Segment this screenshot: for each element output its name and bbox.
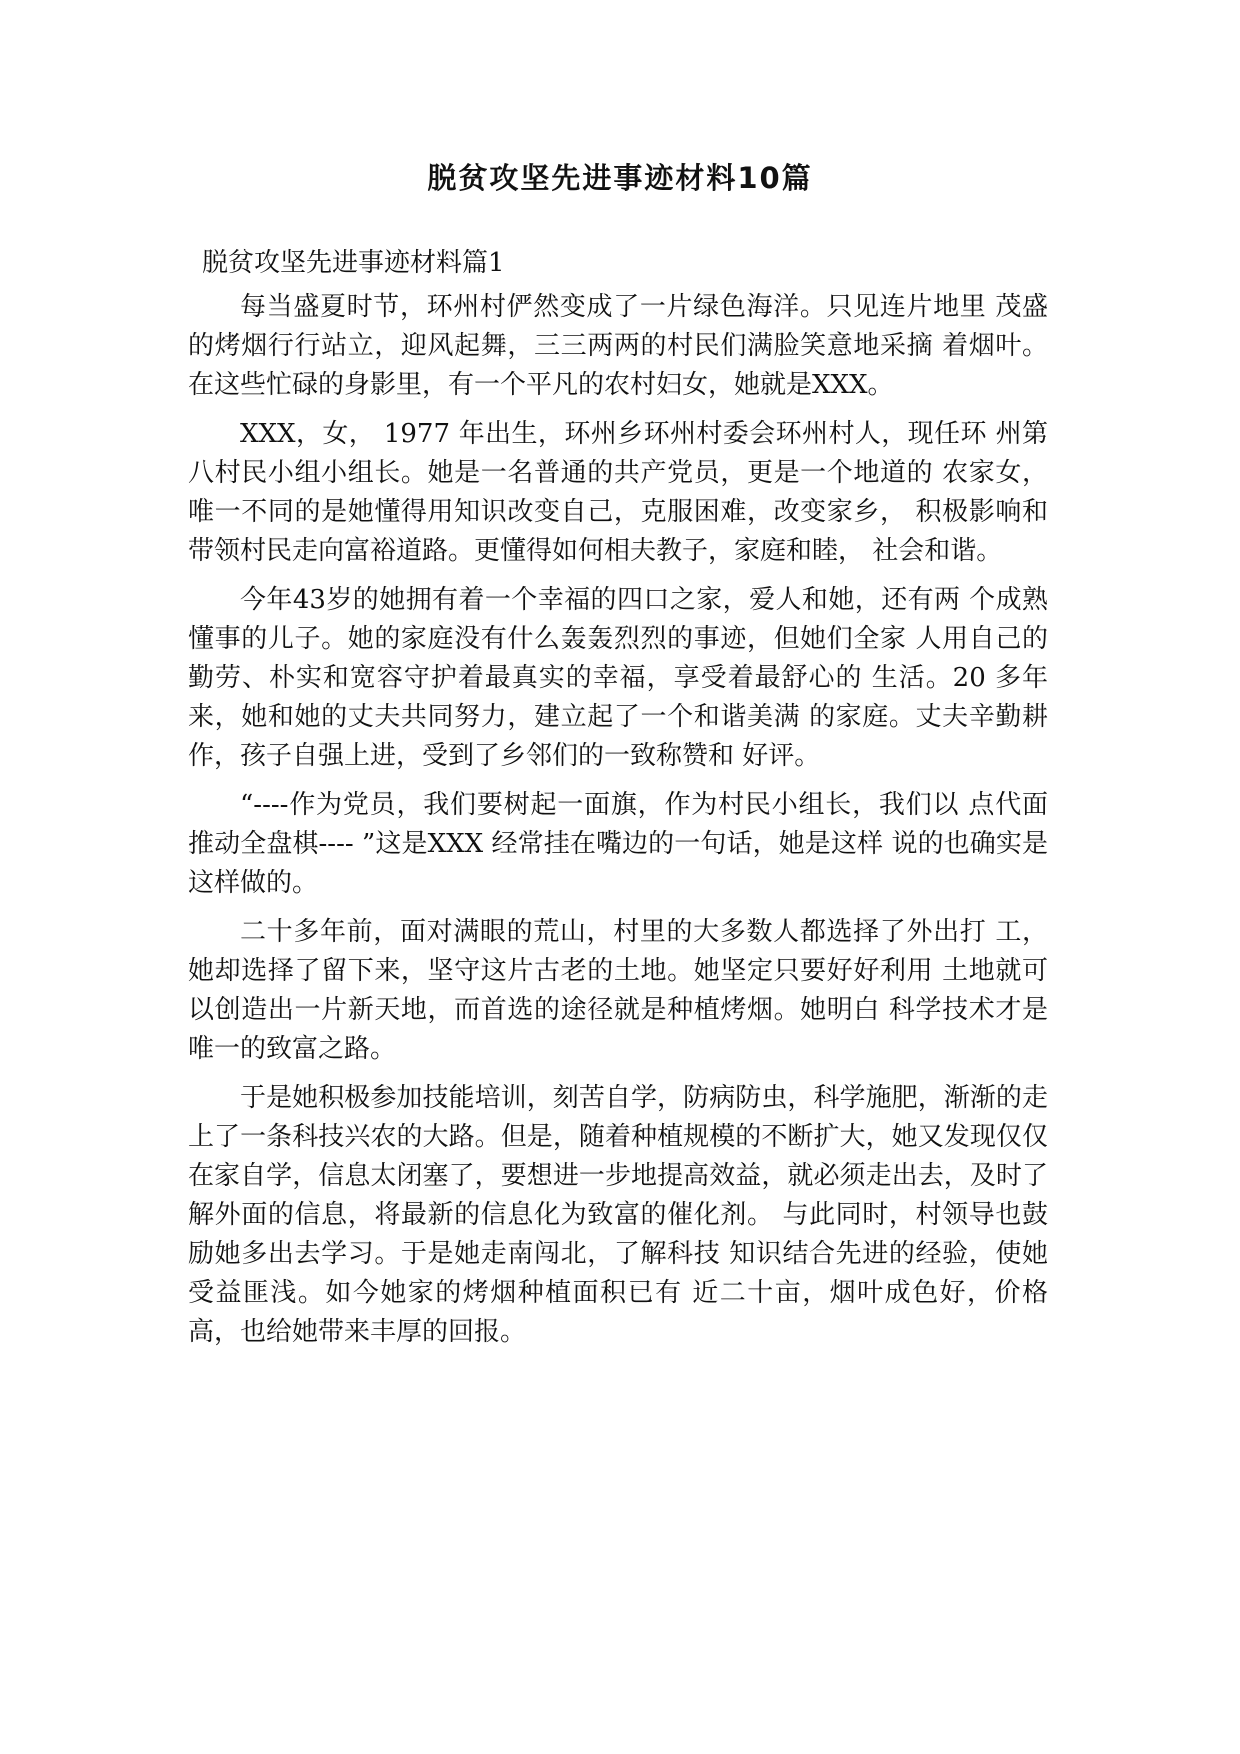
section-heading: 脱贫攻坚先进事迹材料篇1 (202, 248, 505, 278)
document-title: 脱贫攻坚先进事迹材料10篇 (427, 161, 813, 195)
paragraph: 二十多年前，面对满眼的荒山，村里的大多数人都选择了外出打 工，她却选择了留下来，坚守这片古老的土地。她坚定只要好好利用 土地就可以创造出一片新天地，而首选的途径就是种植烤烟。她明白 科学技术才是唯一的致富之路。 (188, 917, 1048, 1064)
paragraph: 每当盛夏时节，环州村俨然变成了一片绿色海洋。只见连片地里 茂盛的烤烟行行站立，迎风起舞，三三两两的村民们满脸笑意地采摘 着烟叶。在这些忙碌的身影里，有一个平凡的农村妇女，她就是XXX。 (188, 292, 1048, 400)
paragraph: 于是她积极参加技能培训，刻苦自学，防病防虫，科学施肥，渐渐的走上了一条科技兴农的大路。但是，随着种植规模的不断扩大，她又发现仅仅在家自学，信息太闭塞了，要想进一步地提高效益，就必须走出去，及时了解外面的信息，将最新的信息化为致富的催化剂。 与此同时，村领导也鼓励她多出去学习。于是她走南闯北，了解科技 知识结合先进的经验，使她受益匪浅。如今她家的烤烟种植面积已有 近二十亩，烟叶成色好，价格高，也给她带来丰厚的回报。 (188, 1083, 1048, 1347)
paragraph: “----作为党员，我们要树起一面旗，作为村民小组长，我们以 点代面推动全盘棋---- ”这是XXX 经常挂在嘴边的一句话，她是这样 说的也确实是这样做的。 (188, 790, 1048, 898)
document-body (188, 288, 1048, 1362)
paragraph: XXX，女， 1977 年出生，环州乡环州村委会环州村人，现任环 州第八村民小组小组长。她是一名普通的共产党员，更是一个地道的 农家女，唯一不同的是她懂得用知识改变自己，克服困难，改变家乡， 积极影响和带领村民走向富裕道路。更懂得如何相夫教子，家庭和睦， 社会和谐。 (188, 419, 1048, 566)
paragraph: 今年43岁的她拥有着一个幸福的四口之家，爱人和她，还有两 个成熟懂事的儿子。她的家庭没有什么轰轰烈烈的事迹，但她们全家 人用自己的勤劳、朴实和宽容守护着最真实的幸福，享受着最舒心的 生活。20 多年来，她和她的丈夫共同努力，建立起了一个和谐美满 的家庭。丈夫辛勤耕作，孩子自强上进，受到了乡邻们的一致称赞和 好评。 (188, 585, 1048, 771)
